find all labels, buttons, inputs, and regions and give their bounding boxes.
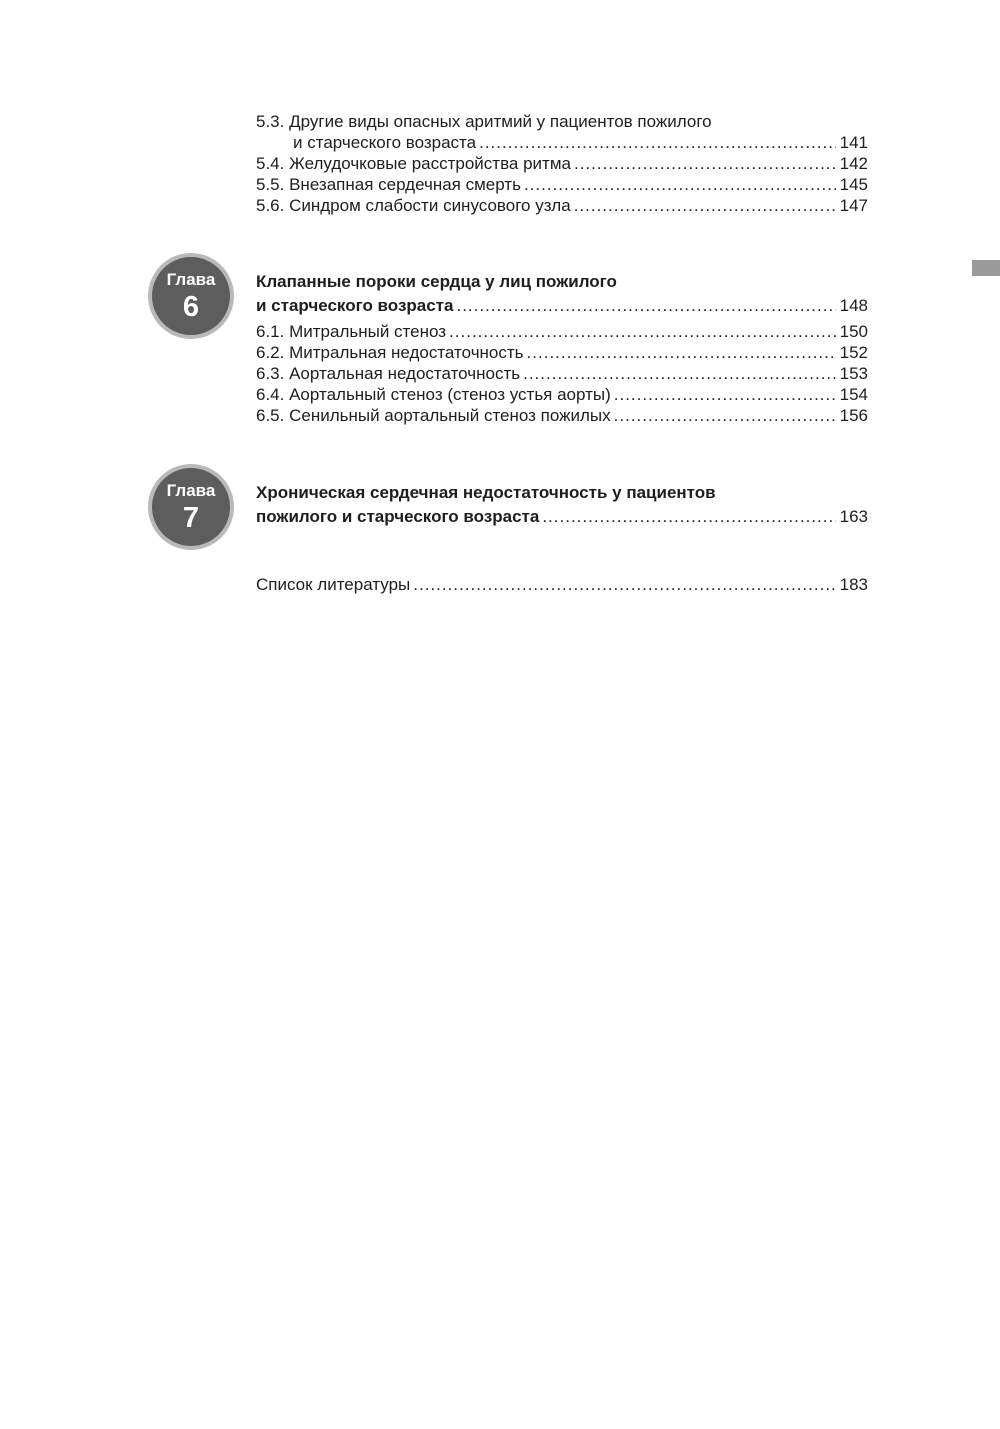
toc-entry-6-5[interactable] — [256, 405, 868, 427]
entry-title: Внезапная сердечная смерть — [289, 175, 521, 194]
chapter-6-title-line1: Клапанные пороки сердца у лиц пожилого — [256, 272, 617, 291]
entry-title: Сенильный аортальный стеноз пожилых — [289, 406, 611, 425]
toc-entry-6-4[interactable] — [256, 384, 868, 406]
entry-number: 6.3. — [256, 364, 285, 383]
page-number: 163 — [839, 507, 868, 526]
page-number: 150 — [839, 322, 868, 341]
leader-dots — [542, 506, 835, 528]
chapter-7-heading[interactable] — [256, 506, 868, 528]
badge-number: 6 — [182, 291, 200, 323]
badge-number: 7 — [182, 502, 200, 534]
page-number: 147 — [839, 196, 868, 215]
page-number: 154 — [839, 385, 868, 404]
leader-dots — [456, 295, 835, 317]
entry-title: Митральный стеноз — [289, 322, 447, 341]
chapter-title-continued: пожилого и старческого возраста — [256, 507, 540, 526]
entry-title: Желудочковые расстройства ритма — [289, 154, 571, 173]
chapter-7-badge — [148, 464, 234, 550]
chapter-6-badge — [148, 253, 234, 339]
toc-entry-6-3[interactable] — [256, 363, 868, 385]
leader-dots — [413, 574, 835, 596]
toc-entry-6-1[interactable] — [256, 321, 868, 343]
toc-entry-5-5[interactable] — [256, 174, 868, 196]
page-number: 152 — [839, 343, 868, 362]
entry-label — [256, 363, 520, 385]
entry-title: Аортальный стеноз (стеноз устья аорты) — [289, 385, 611, 404]
leader-dots — [479, 132, 836, 154]
leader-dots — [527, 342, 836, 364]
entry-title: Другие виды опасных аритмий у пациентов пожилого — [289, 112, 712, 131]
entry-title: Список литературы — [256, 575, 411, 594]
toc-entry-references[interactable] — [256, 574, 868, 596]
page-number: 142 — [839, 154, 868, 173]
entry-number: 5.4. — [256, 154, 285, 173]
leader-dots — [614, 384, 836, 406]
entry-number: 6.5. — [256, 406, 285, 425]
chapter-edge-tab — [972, 260, 1000, 276]
badge-word: Глава — [166, 481, 216, 500]
entry-number: 6.4. — [256, 385, 285, 404]
toc-entry-6-2[interactable] — [256, 342, 868, 364]
page-number: 145 — [839, 175, 868, 194]
chapter-6-heading[interactable] — [256, 295, 868, 317]
entry-label — [256, 174, 521, 196]
entry-title-continued: и старческого возраста — [293, 133, 477, 152]
badge-word: Глава — [166, 270, 216, 289]
chapter-7-title-line1: Хроническая сердечная недостаточность у пациентов — [256, 483, 716, 502]
badge-circle — [152, 257, 230, 335]
leader-dots — [523, 363, 836, 385]
entry-title: Аортальная недостаточность — [289, 364, 521, 383]
entry-label — [256, 195, 571, 217]
leader-dots — [574, 153, 836, 175]
toc-entry-5-3[interactable] — [293, 132, 868, 154]
leader-dots — [524, 174, 836, 196]
page-number: 148 — [839, 296, 868, 315]
entry-number: 5.5. — [256, 175, 285, 194]
entry-label — [256, 384, 611, 406]
entry-label — [256, 405, 611, 427]
entry-title: Синдром слабости синусового узла — [289, 196, 571, 215]
badge-circle — [152, 468, 230, 546]
leader-dots — [449, 321, 836, 343]
toc-entry-5-3-line1 — [256, 111, 712, 133]
entry-number: 5.6. — [256, 196, 285, 215]
toc-entry-5-4[interactable] — [256, 153, 868, 175]
entry-label — [256, 321, 446, 343]
entry-title: Митральная недостаточность — [289, 343, 524, 362]
page-number: 153 — [839, 364, 868, 383]
page-number: 156 — [839, 406, 868, 425]
leader-dots — [574, 195, 836, 217]
entry-number: 5.3. — [256, 112, 285, 131]
entry-label — [256, 342, 524, 364]
toc-entry-5-6[interactable] — [256, 195, 868, 217]
entry-number: 6.2. — [256, 343, 285, 362]
leader-dots — [614, 405, 836, 427]
entry-number: 6.1. — [256, 322, 285, 341]
page-number: 141 — [839, 133, 868, 152]
entry-label — [256, 153, 571, 175]
chapter-title-continued: и старческого возраста — [256, 296, 454, 315]
page-number: 183 — [839, 575, 868, 594]
